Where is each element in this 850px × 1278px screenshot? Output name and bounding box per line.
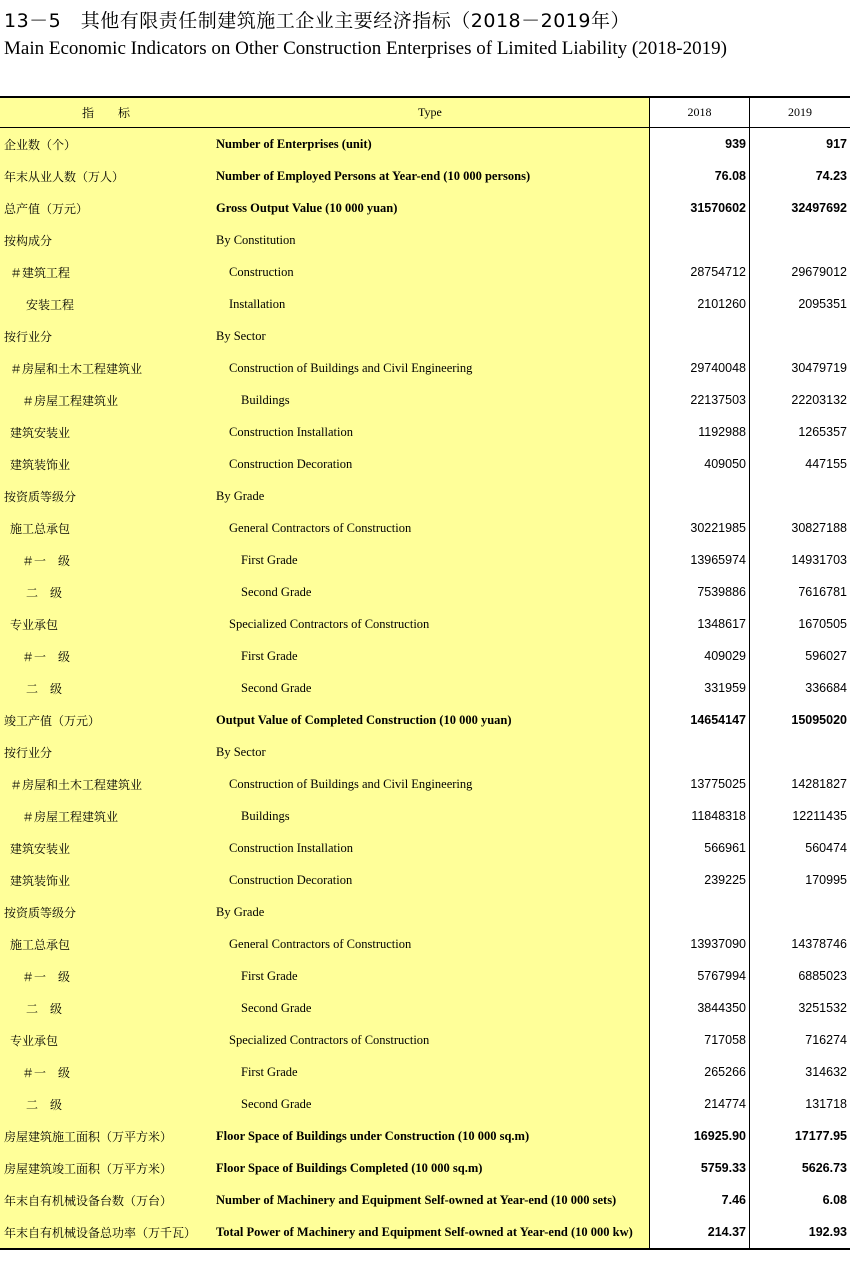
table-row: [0, 896, 850, 928]
value-2018: 409029: [650, 640, 750, 672]
table-row: [0, 576, 850, 608]
table-row: [0, 864, 850, 896]
value-2019: 560474: [750, 832, 850, 864]
value-2019: 6885023: [750, 960, 850, 992]
indicator-en: Construction of Buildings and Civil Engineering: [212, 768, 650, 800]
indicator-en: Floor Space of Buildings Completed (10 000 sq.m): [212, 1152, 650, 1184]
indicator-en: Construction Installation: [212, 416, 650, 448]
value-2018: 717058: [650, 1024, 750, 1056]
value-2019: 12211435: [750, 800, 850, 832]
table-row: [0, 256, 850, 288]
value-2018: [650, 736, 750, 768]
value-2019: 15095020: [750, 704, 850, 736]
value-2019: 7616781: [750, 576, 850, 608]
value-2018: 7.46: [650, 1184, 750, 1216]
indicator-zh: 年末自有机械设备总功率（万千瓦）: [0, 1216, 212, 1248]
table-row: [0, 416, 850, 448]
indicator-en: First Grade: [212, 640, 650, 672]
indicator-en: By Grade: [212, 896, 650, 928]
indicator-en: By Sector: [212, 320, 650, 352]
indicator-zh: 建筑装饰业: [0, 864, 212, 896]
header-type: Type: [212, 98, 650, 127]
value-2018: 13775025: [650, 768, 750, 800]
indicator-en: Construction: [212, 256, 650, 288]
value-2019: 192.93: [750, 1216, 850, 1248]
table-body: [0, 128, 850, 1248]
indicator-zh: 建筑安装业: [0, 416, 212, 448]
table-row: [0, 640, 850, 672]
table-row: [0, 288, 850, 320]
indicator-en: Second Grade: [212, 672, 650, 704]
value-2019: 22203132: [750, 384, 850, 416]
indicator-zh: 安装工程: [0, 288, 212, 320]
value-2018: 13937090: [650, 928, 750, 960]
indicator-zh: 企业数（个）: [0, 128, 212, 160]
indicator-zh: ＃一 级: [0, 960, 212, 992]
header-2019: 2019: [750, 98, 850, 127]
indicator-zh: 房屋建筑竣工面积（万平方米）: [0, 1152, 212, 1184]
value-2019: 74.23: [750, 160, 850, 192]
value-2018: [650, 896, 750, 928]
indicator-zh: ＃建筑工程: [0, 256, 212, 288]
value-2018: 566961: [650, 832, 750, 864]
indicator-zh: ＃房屋和土木工程建筑业: [0, 768, 212, 800]
value-2018: 239225: [650, 864, 750, 896]
table-row: [0, 128, 850, 160]
indicator-en: Number of Enterprises (unit): [212, 128, 650, 160]
table-row: [0, 160, 850, 192]
indicator-zh: ＃房屋和土木工程建筑业: [0, 352, 212, 384]
value-2019: 1265357: [750, 416, 850, 448]
value-2018: [650, 224, 750, 256]
indicator-en: Specialized Contractors of Construction: [212, 1024, 650, 1056]
value-2018: 76.08: [650, 160, 750, 192]
header-2018: 2018: [650, 98, 750, 127]
table-row: [0, 448, 850, 480]
indicator-en: Second Grade: [212, 992, 650, 1024]
value-2019: 14378746: [750, 928, 850, 960]
table-row: [0, 1216, 850, 1248]
table-row: [0, 224, 850, 256]
indicator-zh: 专业承包: [0, 1024, 212, 1056]
indicator-zh: 二 级: [0, 576, 212, 608]
table-row: [0, 736, 850, 768]
indicator-zh: ＃房屋工程建筑业: [0, 384, 212, 416]
value-2018: 265266: [650, 1056, 750, 1088]
indicator-en: Floor Space of Buildings under Construction (10 000 sq.m): [212, 1120, 650, 1152]
value-2018: 1192988: [650, 416, 750, 448]
indicator-en: General Contractors of Construction: [212, 928, 650, 960]
table-row: [0, 960, 850, 992]
indicator-zh: ＃房屋工程建筑业: [0, 800, 212, 832]
value-2019: [750, 896, 850, 928]
value-2019: 29679012: [750, 256, 850, 288]
value-2019: 131718: [750, 1088, 850, 1120]
value-2019: 5626.73: [750, 1152, 850, 1184]
indicator-en: Second Grade: [212, 1088, 650, 1120]
table-title-english: Main Economic Indicators on Other Construction Enterprises of Limited Liability (2018-2019): [4, 38, 727, 59]
indicator-zh: 房屋建筑施工面积（万平方米）: [0, 1120, 212, 1152]
value-2018: 22137503: [650, 384, 750, 416]
table-row: [0, 800, 850, 832]
indicator-en: By Constitution: [212, 224, 650, 256]
table-row: [0, 768, 850, 800]
table-row: [0, 1184, 850, 1216]
indicator-en: First Grade: [212, 544, 650, 576]
value-2018: 939: [650, 128, 750, 160]
value-2018: 214.37: [650, 1216, 750, 1248]
indicator-zh: 二 级: [0, 1088, 212, 1120]
value-2018: [650, 320, 750, 352]
value-2019: 2095351: [750, 288, 850, 320]
value-2019: 596027: [750, 640, 850, 672]
value-2018: 331959: [650, 672, 750, 704]
value-2018: 1348617: [650, 608, 750, 640]
value-2018: 5767994: [650, 960, 750, 992]
value-2018: 5759.33: [650, 1152, 750, 1184]
value-2018: 28754712: [650, 256, 750, 288]
indicator-zh: 按行业分: [0, 736, 212, 768]
indicator-en: Output Value of Completed Construction (10 000 yuan): [212, 704, 650, 736]
indicator-en: Second Grade: [212, 576, 650, 608]
indicator-zh: 按构成分: [0, 224, 212, 256]
table-row: [0, 544, 850, 576]
value-2019: [750, 224, 850, 256]
value-2019: 917: [750, 128, 850, 160]
value-2019: 14281827: [750, 768, 850, 800]
indicator-en: Number of Employed Persons at Year-end (10 000 persons): [212, 160, 650, 192]
indicator-en: Construction Decoration: [212, 864, 650, 896]
table-row: [0, 1152, 850, 1184]
value-2019: 3251532: [750, 992, 850, 1024]
table-row: [0, 704, 850, 736]
table-row: [0, 1024, 850, 1056]
table-row: [0, 832, 850, 864]
indicator-en: First Grade: [212, 1056, 650, 1088]
indicator-zh: 年末自有机械设备台数（万台）: [0, 1184, 212, 1216]
table-row: [0, 608, 850, 640]
value-2018: 11848318: [650, 800, 750, 832]
table-header: [0, 98, 850, 128]
value-2019: 30827188: [750, 512, 850, 544]
indicator-zh: 二 级: [0, 992, 212, 1024]
value-2019: 14931703: [750, 544, 850, 576]
indicator-en: Installation: [212, 288, 650, 320]
indicator-en: Specialized Contractors of Construction: [212, 608, 650, 640]
indicator-zh: 竣工产值（万元）: [0, 704, 212, 736]
value-2019: 314632: [750, 1056, 850, 1088]
indicator-zh: 按资质等级分: [0, 896, 212, 928]
indicator-zh: 年末从业人数（万人）: [0, 160, 212, 192]
value-2019: 17177.95: [750, 1120, 850, 1152]
indicator-zh: 总产值（万元）: [0, 192, 212, 224]
indicator-zh: ＃一 级: [0, 640, 212, 672]
value-2018: 13965974: [650, 544, 750, 576]
indicators-table: [0, 96, 850, 1250]
indicator-en: Buildings: [212, 384, 650, 416]
table-row: [0, 352, 850, 384]
indicator-en: Number of Machinery and Equipment Self-owned at Year-end (10 000 sets): [212, 1184, 650, 1216]
table-title-chinese: 13－5 其他有限责任制建筑施工企业主要经济指标（2018－2019年）: [4, 10, 630, 32]
value-2018: 409050: [650, 448, 750, 480]
value-2018: 29740048: [650, 352, 750, 384]
value-2019: [750, 736, 850, 768]
indicator-zh: 二 级: [0, 672, 212, 704]
table-row: [0, 320, 850, 352]
table-row: [0, 512, 850, 544]
table-row: [0, 928, 850, 960]
value-2018: 3844350: [650, 992, 750, 1024]
indicator-zh: 按行业分: [0, 320, 212, 352]
indicator-en: General Contractors of Construction: [212, 512, 650, 544]
value-2018: 31570602: [650, 192, 750, 224]
indicator-zh: 建筑安装业: [0, 832, 212, 864]
indicator-en: Construction Decoration: [212, 448, 650, 480]
value-2018: [650, 480, 750, 512]
value-2018: 30221985: [650, 512, 750, 544]
indicator-zh: ＃一 级: [0, 544, 212, 576]
indicator-zh: 建筑装饰业: [0, 448, 212, 480]
table-row: [0, 192, 850, 224]
indicator-zh: 按资质等级分: [0, 480, 212, 512]
table-row: [0, 1120, 850, 1152]
value-2019: 30479719: [750, 352, 850, 384]
table-row: [0, 992, 850, 1024]
value-2019: 716274: [750, 1024, 850, 1056]
value-2019: 6.08: [750, 1184, 850, 1216]
value-2019: 32497692: [750, 192, 850, 224]
value-2019: [750, 320, 850, 352]
indicator-en: Gross Output Value (10 000 yuan): [212, 192, 650, 224]
value-2018: 2101260: [650, 288, 750, 320]
indicator-en: Construction of Buildings and Civil Engineering: [212, 352, 650, 384]
table-row: [0, 480, 850, 512]
value-2019: 336684: [750, 672, 850, 704]
value-2019: 1670505: [750, 608, 850, 640]
indicator-en: Buildings: [212, 800, 650, 832]
value-2019: 170995: [750, 864, 850, 896]
indicator-en: Construction Installation: [212, 832, 650, 864]
value-2018: 7539886: [650, 576, 750, 608]
value-2018: 16925.90: [650, 1120, 750, 1152]
value-2019: [750, 480, 850, 512]
table-row: [0, 384, 850, 416]
table-row: [0, 1056, 850, 1088]
indicator-zh: 专业承包: [0, 608, 212, 640]
indicator-zh: ＃一 级: [0, 1056, 212, 1088]
indicator-en: Total Power of Machinery and Equipment Self-owned at Year-end (10 000 kw): [212, 1216, 650, 1248]
indicator-en: By Grade: [212, 480, 650, 512]
indicator-en: First Grade: [212, 960, 650, 992]
value-2018: 214774: [650, 1088, 750, 1120]
value-2019: 447155: [750, 448, 850, 480]
indicator-en: By Sector: [212, 736, 650, 768]
value-2018: 14654147: [650, 704, 750, 736]
table-row: [0, 672, 850, 704]
table-row: [0, 1088, 850, 1120]
indicator-zh: 施工总承包: [0, 512, 212, 544]
indicator-zh: 施工总承包: [0, 928, 212, 960]
header-indicator: 指 标: [0, 98, 212, 127]
